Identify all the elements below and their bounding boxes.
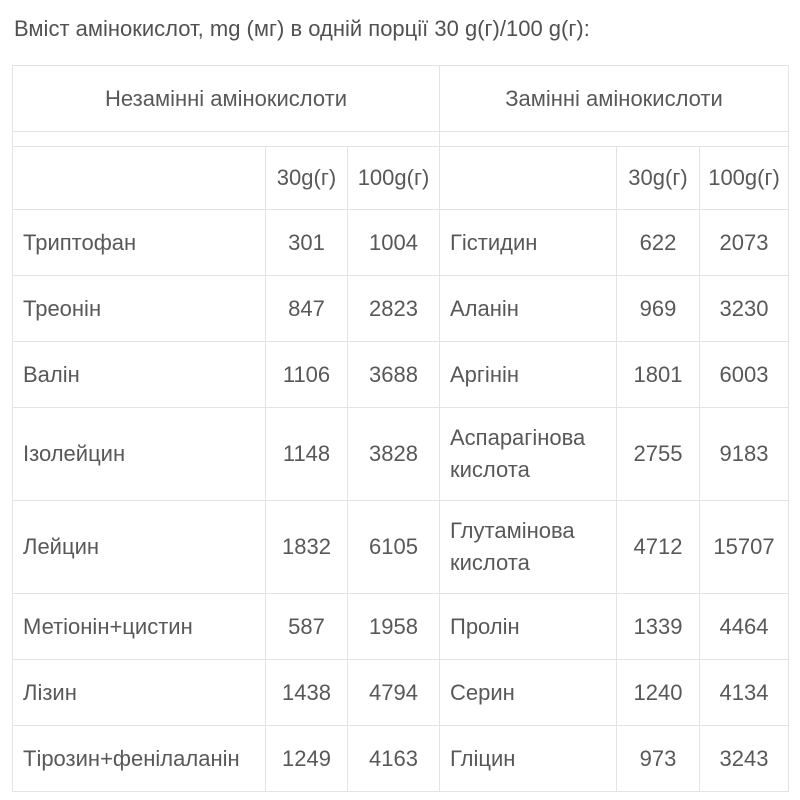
- essential-100g-cell: 4794: [348, 660, 440, 726]
- essential-30g-cell: 1106: [266, 342, 348, 408]
- table-row: [13, 342, 789, 408]
- table-row: [13, 660, 789, 726]
- nonessential-name-cell: Гістидин: [440, 210, 617, 276]
- nonessential-30g-cell: 1240: [617, 660, 700, 726]
- amino-table-body: [13, 210, 789, 792]
- nonessential-name-cell: Серин: [440, 660, 617, 726]
- nonessential-100g-cell: 4464: [700, 594, 789, 660]
- essential-name-cell: Триптофан: [13, 210, 266, 276]
- table-row: [13, 408, 789, 501]
- nonessential-30g-cell: 1801: [617, 342, 700, 408]
- nonessential-100g-cell: 4134: [700, 660, 789, 726]
- essential-30g-cell: 1249: [266, 726, 348, 792]
- nonessential-name-cell: Аланін: [440, 276, 617, 342]
- table-row: [13, 501, 789, 594]
- table-row: [13, 210, 789, 276]
- unit-header-30g-essential: 30g(г): [266, 147, 348, 210]
- unit-header-empty-left: [13, 147, 266, 210]
- essential-30g-cell: 1438: [266, 660, 348, 726]
- nonessential-100g-cell: 3243: [700, 726, 789, 792]
- amino-acids-table: [12, 65, 789, 792]
- unit-header-30g-nonessential: 30g(г): [617, 147, 700, 210]
- essential-100g-cell: 3828: [348, 408, 440, 501]
- nonessential-name-cell: Аспарагінова кислота: [440, 408, 617, 501]
- nonessential-30g-cell: 1339: [617, 594, 700, 660]
- essential-30g-cell: 587: [266, 594, 348, 660]
- spacer-row: [13, 132, 789, 147]
- unit-header-row: [13, 147, 789, 210]
- essential-30g-cell: 1832: [266, 501, 348, 594]
- spacer-cell-left: [13, 132, 440, 147]
- nonessential-30g-cell: 969: [617, 276, 700, 342]
- nonessential-100g-cell: 9183: [700, 408, 789, 501]
- essential-100g-cell: 3688: [348, 342, 440, 408]
- nonessential-30g-cell: 622: [617, 210, 700, 276]
- nonessential-100g-cell: 15707: [700, 501, 789, 594]
- essential-100g-cell: 6105: [348, 501, 440, 594]
- spacer-cell-right: [440, 132, 789, 147]
- table-row: [13, 726, 789, 792]
- table-row: [13, 594, 789, 660]
- nonessential-name-cell: Глутамінова кислота: [440, 501, 617, 594]
- essential-100g-cell: 2823: [348, 276, 440, 342]
- essential-30g-cell: 301: [266, 210, 348, 276]
- page: [0, 15, 800, 800]
- nonessential-100g-cell: 3230: [700, 276, 789, 342]
- nonessential-100g-cell: 6003: [700, 342, 789, 408]
- unit-header-100g-essential: 100g(г): [348, 147, 440, 210]
- table-row: [13, 276, 789, 342]
- page-title: Вміст амінокислот, mg (мг) в одній порції 30 g(г)/100 g(г):: [14, 16, 590, 41]
- essential-30g-cell: 847: [266, 276, 348, 342]
- essential-name-cell: Метіонін+цистин: [13, 594, 266, 660]
- group-header-nonessential: Замінні амінокислоти: [440, 66, 789, 132]
- essential-name-cell: Лейцин: [13, 501, 266, 594]
- nonessential-name-cell: Аргінін: [440, 342, 617, 408]
- essential-100g-cell: 4163: [348, 726, 440, 792]
- nonessential-30g-cell: 2755: [617, 408, 700, 501]
- essential-name-cell: Лізин: [13, 660, 266, 726]
- group-header-row: [13, 66, 789, 132]
- essential-name-cell: Тірозин+фенілаланін: [13, 726, 266, 792]
- essential-name-cell: Ізолейцин: [13, 408, 266, 501]
- nonessential-name-cell: Пролін: [440, 594, 617, 660]
- essential-name-cell: Валін: [13, 342, 266, 408]
- group-header-essential: Незамінні амінокислоти: [13, 66, 440, 132]
- nonessential-30g-cell: 4712: [617, 501, 700, 594]
- essential-name-cell: Треонін: [13, 276, 266, 342]
- nonessential-30g-cell: 973: [617, 726, 700, 792]
- essential-100g-cell: 1004: [348, 210, 440, 276]
- essential-100g-cell: 1958: [348, 594, 440, 660]
- nonessential-100g-cell: 2073: [700, 210, 789, 276]
- unit-header-100g-nonessential: 100g(г): [700, 147, 789, 210]
- essential-30g-cell: 1148: [266, 408, 348, 501]
- unit-header-empty-right: [440, 147, 617, 210]
- nonessential-name-cell: Гліцин: [440, 726, 617, 792]
